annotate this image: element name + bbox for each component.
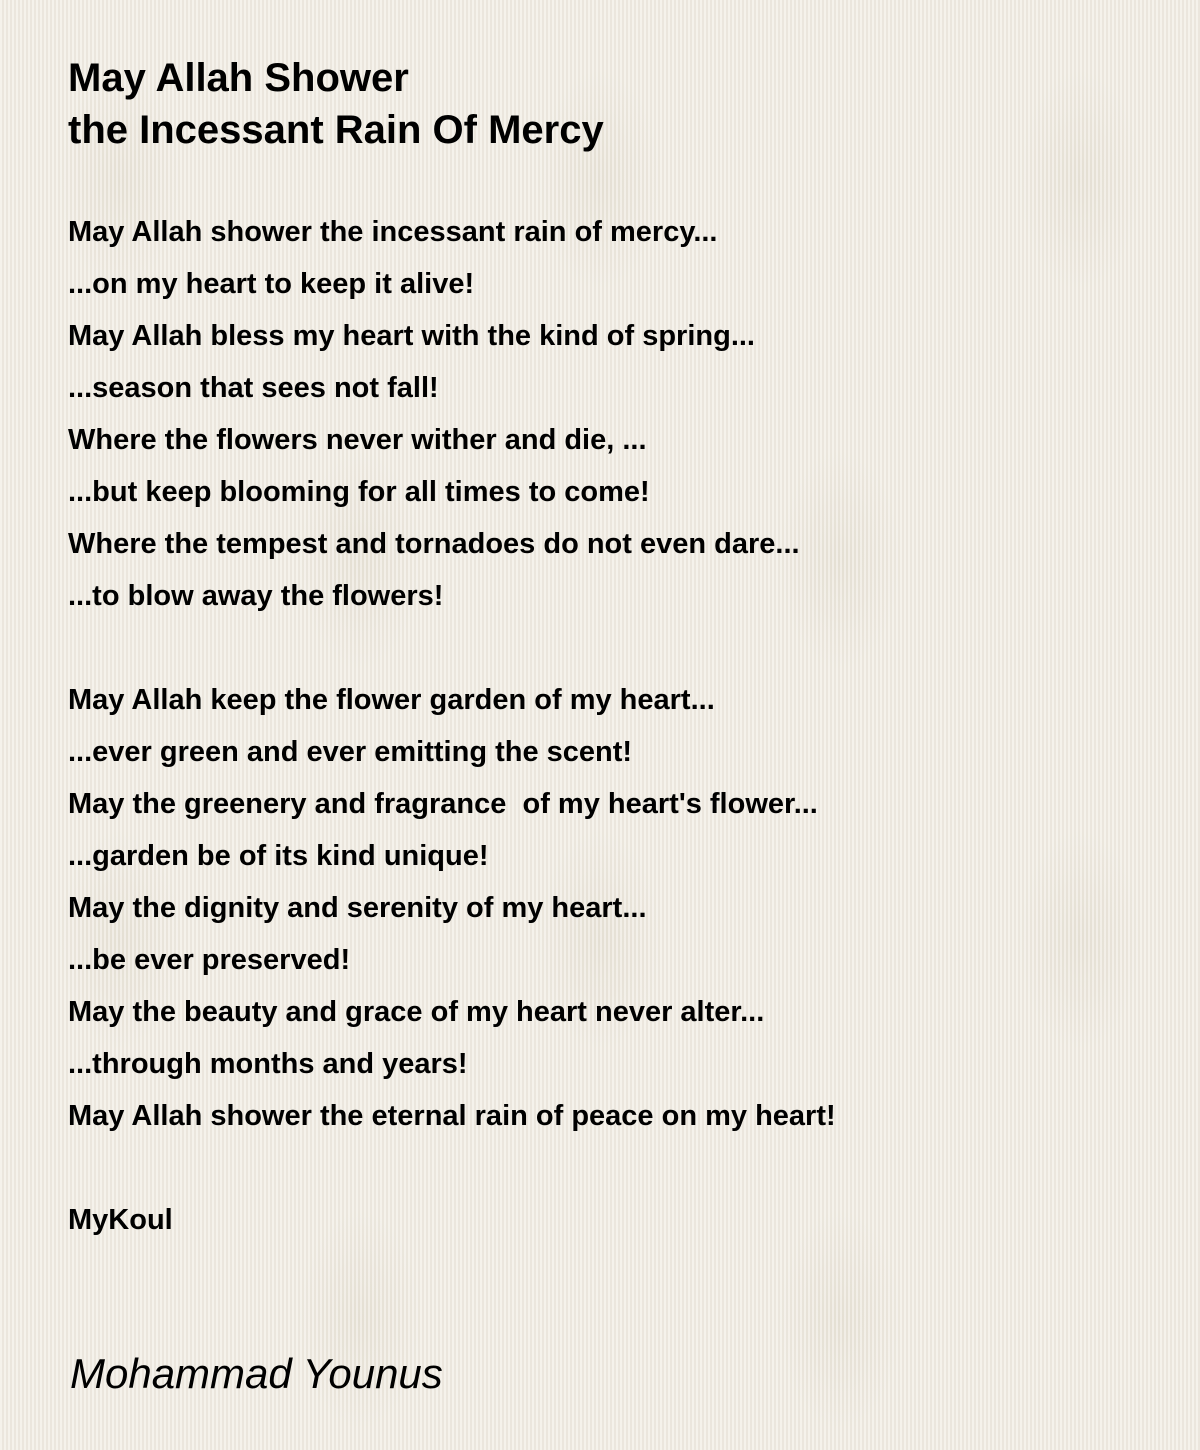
poem-line: ...through months and years!	[68, 1048, 468, 1080]
poem-line: ...ever green and ever emitting the scent!	[68, 736, 633, 768]
poem-line: ...to blow away the flowers!	[68, 580, 444, 612]
poem-line: May Allah keep the flower garden of my heart...	[68, 684, 715, 716]
stanza-break	[68, 622, 1168, 674]
poem-line: May Allah shower the eternal rain of peace on my heart!	[68, 1100, 836, 1132]
poem-author: Mohammad Younus	[70, 1350, 443, 1397]
poem-line: Where the flowers never wither and die, ...	[68, 424, 647, 456]
poem-line: May the dignity and serenity of my heart...	[68, 892, 647, 924]
poem-line: May the beauty and grace of my heart never alter...	[68, 996, 765, 1028]
poem-line: ...garden be of its kind unique!	[68, 840, 489, 872]
poem-line: ...on my heart to keep it alive!	[68, 268, 475, 300]
stanza-break	[68, 1142, 1168, 1194]
poem-title-line-1: May Allah Shower	[68, 56, 409, 100]
poem-line: ...but keep blooming for all times to come!	[68, 476, 650, 508]
poem-line: ...be ever preserved!	[68, 944, 351, 976]
poem-title	[68, 52, 604, 156]
poem-line: Where the tempest and tornadoes do not even dare...	[68, 528, 800, 560]
poem-signature: MyKoul	[68, 1204, 173, 1236]
poem-line: May Allah shower the incessant rain of mercy...	[68, 216, 718, 248]
poem-line: ...season that sees not fall!	[68, 372, 439, 404]
poem-title-line-2: the Incessant Rain Of Mercy	[68, 108, 604, 152]
poem-line: May the greenery and fragrance of my heart's flower...	[68, 788, 818, 820]
poem-line: May Allah bless my heart with the kind of spring...	[68, 320, 755, 352]
poem-body	[68, 206, 1168, 1246]
